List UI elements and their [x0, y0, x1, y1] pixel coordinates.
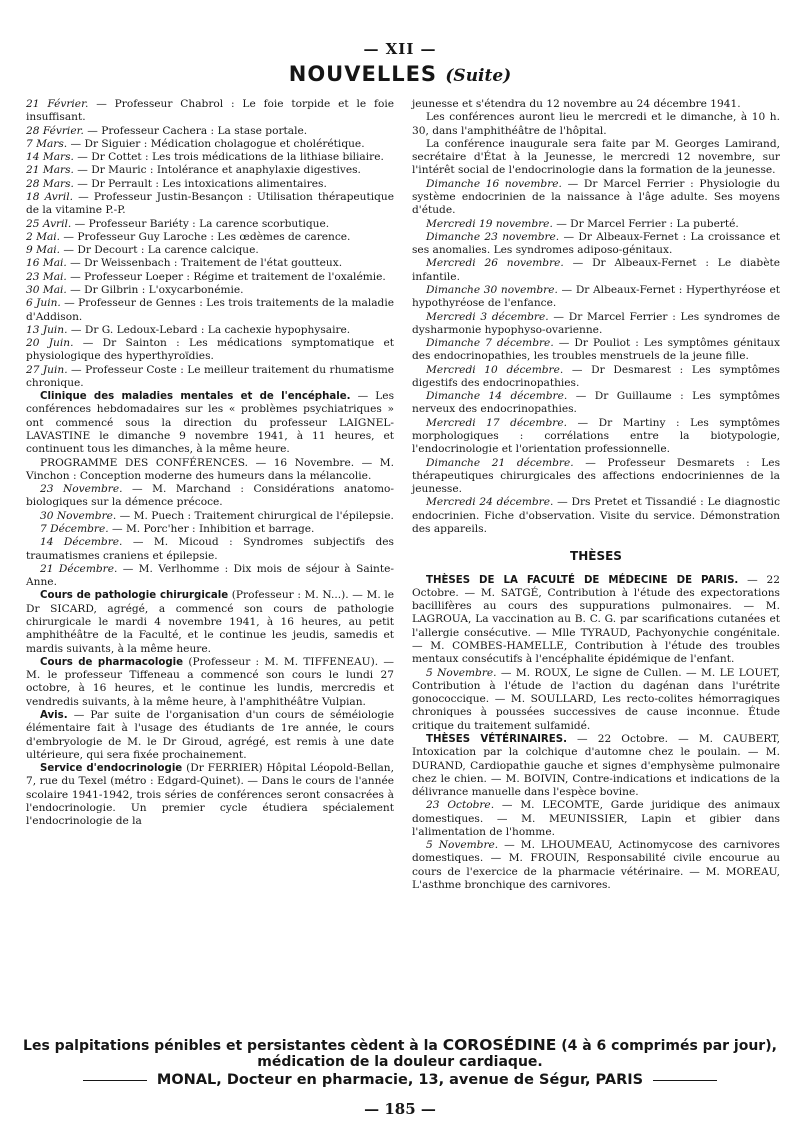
right-column — [412, 98, 780, 892]
paragraph: Cours de pathologie chirurgicale (Professeur : M. N...). — M. le Dr SICARD, agrégé, a commencé son cours de pathologie chirurgicale le mardi 4 novembre 1941, à 16 heures, au petit amphithéâtre de la Faculté, et le continue les jeudis, samedis et mardis suivants, à la même heure. — [26, 589, 394, 655]
paragraph: Service d'endocrinologie (Dr FERRIER) Hôpital Léopold-Bellan, 7, rue du Texel (métro : Edgard-Quinet). — Dans le cours de l'année scolaire 1941-1942, trois séries de conférences seront consacrées à l'endocrinologie. Un premier cycle étudiera spécialement l'endocrinologie de la — [26, 762, 394, 828]
paragraph: Dimanche 16 novembre. — Dr Marcel Ferrier : Physiologie du système endocrinien de la naissance à l'âge adulte. Ses moyens d'étude. — [412, 177, 780, 217]
paragraph: 27 Juin. — Professeur Coste : Le meilleur traitement du rhumatisme chronique. — [26, 363, 395, 389]
roman-page-number: — XII — — [363, 40, 437, 58]
paragraph: 14 Mars. — Dr Cottet : Les trois médications de la lithiase biliaire. — [26, 151, 384, 164]
paragraph: 18 Avril. — Professeur Justin-Besançon : Utilisation thérapeutique de la vitamine P.-P. — [26, 190, 395, 217]
paragraph: Dimanche 30 novembre. — Dr Albeaux-Fernet : Hyperthyréose et hypothyréose de l'enfance. — [412, 283, 780, 310]
paragraph: 30 Novembre. — M. Puech : Traitement chirurgical de l'épilepsie. — [40, 509, 394, 522]
paragraph: 2 Mai. — Professeur Guy Laroche : Les œdèmes de carence. — [26, 230, 351, 243]
paragraph: jeunesse et s'étendra du 12 novembre au 24 décembre 1941. — [412, 98, 741, 110]
divider — [83, 1080, 147, 1081]
paragraph: Dimanche 7 décembre. — Dr Pouliot : Les symptômes génitaux des endocrinopathies, les troubles menstruels de la jeune fille. — [412, 337, 780, 363]
paragraph: 14 Décembre. — M. Micoud : Syndromes subjectifs des traumatismes craniens et épilepsie. — [26, 536, 394, 562]
paragraph: 13 Juin. — Dr G. Ledoux-Lebard : La cachexie hypophysaire. — [26, 323, 351, 336]
paragraph: 23 Octobre. — M. LECOMTE, Garde juridique des animaux domestiques. — M. MEUNISSIER, Lapin et gibier dans l'alimentation de l'homme. — [412, 799, 780, 838]
page-number: — 185 — — [364, 1100, 436, 1118]
paragraph: 23 Mai. — Professeur Loeper : Régime et traitement de l'oxalémie. — [26, 270, 386, 283]
paragraph: 7 Décembre. — M. Porc'her : Inhibition et barrage. — [40, 523, 315, 535]
ad-brand: COROSÉDINE — [442, 1036, 557, 1054]
paragraph: Avis. — Par suite de l'organisation d'un cours de séméiologie élémentaire fait à l'usage des étudiants de 1re année, le cours d'embryologie de M. le Dr Giroud, agrégé, est remis à une date ultérieure, qui sera fixée prochainement. — [26, 708, 394, 761]
title-suffix: (Suite) — [445, 66, 512, 86]
paragraph: Cours de pharmacologie (Professeur : M. M. TIFFENEAU). — M. le professeur Tiffeneau a commencé son cours le lundi 27 octobre, à 16 heures, et le continue les lundis, mercredis et vendredis suivants, à la même heure, à l'amphithéâtre Vulpian. — [26, 655, 394, 708]
paragraph: 28 Mars. — Dr Perrault : Les intoxications alimentaires. — [26, 177, 327, 190]
paragraph: Mercredi 3 décembre. — Dr Marcel Ferrier : Les syndromes de dysharmonie hypophyso-ovarienne. — [412, 310, 780, 336]
paragraph: Mercredi 26 novembre. — Dr Albeaux-Fernet : Le diabète infantile. — [412, 257, 780, 283]
paragraph: 21 Février. — Professeur Chabrol : Le foie torpide et le foie insuffisant. — [26, 98, 394, 124]
advertisement-line-3 — [0, 1072, 800, 1088]
ad-text-a: Les palpitations pénibles et persistantes cèdent à la — [23, 1038, 443, 1054]
advertisement-line-1 — [0, 1036, 800, 1054]
paragraph: 7 Mars. — Dr Siguier : Médication cholagogue et cholérétique. — [26, 137, 365, 150]
paragraph: 23 Novembre. — M. Marchand : Considérations anatomo-biologiques sur la démence précoce. — [26, 483, 394, 509]
paragraph: THÈSES DE LA FACULTÉ DE MÉDECINE DE PARIS. — 22 Octobre. — M. SATGÉ, Contribution à l'étude des expectorations bacillifères au cours des suppurations pulmonaires. — M. LAGROUA, La vaccination au B. C. G. par scarifications cutanées et l'allergie consécutive. — Mlle TYRAUD, Pachyonychie congénitale. — M. COMBES-HAMELLE, Contribution à l'étude des troubles mentaux consécutifs à l'encéphalite épidémique de l'enfant. — [412, 573, 780, 666]
theses-heading: THÈSES — [570, 549, 622, 564]
paragraph: THÈSES VÉTÉRINAIRES. — 22 Octobre. — M. CAUBERT, Intoxication par la colchique d'automne chez le poulain. — M. DURAND, Cardiopathie gauche et signes d'emphysème pulmonaire chez le chien. — M. BOIVIN, Contre-indications et indications de la délivrance manuelle dans l'espèce bovine. — [412, 732, 780, 799]
title-text: NOUVELLES — [288, 62, 438, 86]
ad-text-b: (4 à 6 comprimés par jour), — [556, 1038, 777, 1054]
paragraph: 5 Novembre. — M. ROUX, Le signe de Cullen. — M. LE LOUET, Contribution à l'étude de l'action du dagénan dans l'urétrite gonococcique. — M. SOULLARD, Les recto-colites hémorragiques chroniques à poussées successives de cause inconnue. Étude critique du traitement sulfamidé. — [412, 666, 780, 732]
left-column — [26, 98, 394, 828]
paragraph: Dimanche 23 novembre. — Dr Albeaux-Fernet : La croissance et ses anomalies. Les syndromes adiposo-génitaux. — [412, 230, 780, 257]
paragraph: 28 Février. — Professeur Cachera : La stase portale. — [26, 124, 308, 137]
paragraph: 16 Mai. — Dr Weissenbach : Traitement de l'état goutteux. — [26, 257, 343, 270]
paragraph: Dimanche 14 décembre. — Dr Guillaume : Les symptômes nerveux des endocrinopathies. — [412, 390, 780, 416]
paragraph: Dimanche 21 décembre. — Professeur Desmarets : Les thérapeutiques chirurgicales des affections endocriniennes de la jeunesse. — [412, 456, 781, 496]
paragraph: 20 Juin. — Dr Sainton : Les médications symptomatique et physiologique des hyperthyroïdies. — [26, 337, 394, 363]
paragraph: 25 Avril. — Professeur Bariéty : La carence scorbutique. — [26, 217, 330, 230]
paragraph: 9 Mai. — Dr Decourt : La carence calcique. — [26, 244, 259, 257]
paragraph: Mercredi 10 décembre. — Dr Desmarest : Les symptômes digestifs des endocrinopathies. — [412, 363, 780, 389]
paragraph: 21 Décembre. — M. Verlhomme : Dix mois de séjour à Sainte-Anne. — [26, 562, 394, 589]
paragraph: 21 Mars. — Dr Mauric : Intolérance et anaphylaxie digestives. — [26, 164, 361, 177]
paragraph: La conférence inaugurale sera faite par M. Georges Lamirand, secrétaire d'État à la Jeunesse, le mercredi 12 novembre, sur l'intérêt social de l'endocrinologie dans la formation de la jeunesse. — [412, 137, 780, 177]
paragraph: Clinique des maladies mentales et de l'encéphale. — Les conférences hebdomadaires sur les « problèmes psychiatriques » ont commencé sous la direction du professeur LAIGNEL-LAVASTINE le dimanche 9 novembre 1941, à 11 heures, et continuent tous les dimanches, à la même heure. — [26, 390, 394, 456]
ad-address: MONAL, Docteur en pharmacie, 13, avenue de Ségur, PARIS — [156, 1072, 644, 1088]
divider — [653, 1080, 717, 1081]
paragraph: Les conférences auront lieu le mercredi et le dimanche, à 10 h. 30, dans l'amphithéâtre de l'hôpital. — [412, 111, 780, 137]
paragraph: 6 Juin. — Professeur de Gennes : Les trois traitements de la maladie d'Addison. — [26, 297, 394, 323]
paragraph: Mercredi 17 décembre. — Dr Martiny : Les symptômes morphologiques : corrélations entre la biotypologie, l'endocrinologie et l'orientation professionnelle. — [412, 416, 780, 456]
paragraph: Mercredi 24 décembre. — Drs Pretet et Tissandié : Le diagnostic endocrinien. Fiche d'observation. Visite du service. Démonstration des appareils. — [412, 496, 781, 535]
paragraph: PROGRAMME DES CONFÉRENCES. — 16 Novembre. — M. Vinchon : Conception moderne des humeurs dans la mélancolie. — [26, 456, 394, 482]
paragraph: 30 Mai. — Dr Gilbrin : L'oxycarbonémie. — [26, 283, 244, 296]
advertisement-line-2: médication de la douleur cardiaque. — [257, 1054, 543, 1070]
paragraph: Mercredi 19 novembre. — Dr Marcel Ferrier : La puberté. — [426, 217, 739, 230]
page-title — [0, 62, 800, 86]
paragraph: 5 Novembre. — M. LHOUMEAU, Actinomycose des carnivores domestiques. — M. FROUIN, Responsabilité civile encourue au cours de l'exercice de la pharmacie vétérinaire. — M. MOREAU, L'asthme bronchique des carnivores. — [412, 839, 780, 892]
